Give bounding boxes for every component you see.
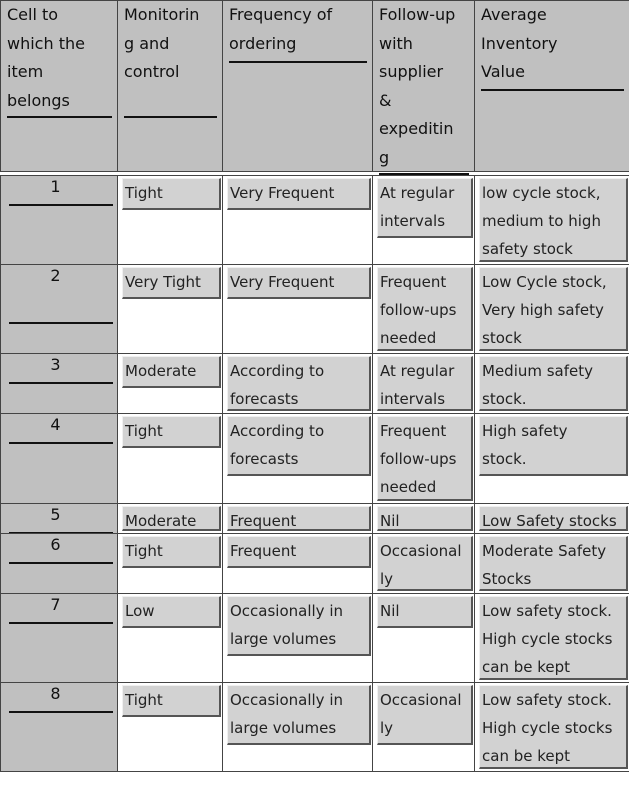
cell-value-frequency: According to forecasts — [227, 416, 371, 476]
cell-value-monitoring: Tight — [122, 536, 221, 568]
cell-value-followup: Occasional ly — [377, 685, 473, 745]
row-number: 5 — [50, 505, 61, 524]
cell-value-followup: At regular intervals — [377, 178, 473, 238]
table-cell-frequency — [222, 682, 373, 772]
table-cell-cell-id — [0, 533, 118, 594]
table-cell-inventory — [474, 503, 629, 534]
header-underline — [124, 116, 217, 118]
header-text: Average Inventory Value — [481, 5, 558, 81]
header-cell — [474, 0, 629, 172]
row-number: 7 — [50, 595, 61, 614]
table-cell-followup — [372, 175, 475, 265]
cell-value-followup: Frequent follow-ups needed — [377, 416, 473, 501]
row-number: 2 — [50, 266, 61, 285]
row-number-underline — [9, 562, 113, 564]
table-cell-frequency — [222, 533, 373, 594]
table-cell-cell-id — [0, 682, 118, 772]
table-cell-monitoring — [117, 264, 223, 354]
row-number: 3 — [50, 355, 61, 374]
row-number: 4 — [50, 415, 61, 434]
row-number-underline — [9, 322, 113, 324]
table-cell-monitoring — [117, 503, 223, 534]
table-cell-followup — [372, 353, 475, 414]
cell-value-inventory: Low safety stock. High cycle stocks can be kept — [479, 685, 628, 769]
cell-value-followup: Frequent follow-ups needed — [377, 267, 473, 351]
header-cell — [372, 0, 475, 172]
cell-value-inventory: Low Cycle stock, Very high safety stock — [479, 267, 628, 351]
table-cell-followup — [372, 503, 475, 534]
table-cell-frequency — [222, 413, 373, 504]
cell-value-inventory: High safety stock. — [479, 416, 628, 476]
table-cell-inventory — [474, 353, 629, 414]
table-cell-frequency — [222, 264, 373, 354]
row-number-underline — [9, 622, 113, 624]
row-number-underline — [9, 382, 113, 384]
cell-value-frequency: According to forecasts — [227, 356, 371, 411]
cell-value-monitoring: Tight — [122, 178, 221, 210]
cell-value-monitoring: Tight — [122, 685, 221, 717]
header-underline — [229, 61, 367, 63]
cell-value-frequency: Occasionally in large volumes — [227, 596, 371, 656]
header-text: Frequency of ordering — [229, 5, 333, 53]
table-cell-cell-id — [0, 593, 118, 683]
cell-value-monitoring: Tight — [122, 416, 221, 448]
table-cell-inventory — [474, 264, 629, 354]
cell-value-frequency: Very Frequent — [227, 267, 371, 299]
table-cell-monitoring — [117, 682, 223, 772]
cell-value-frequency: Frequent — [227, 536, 371, 568]
cell-value-inventory: Low safety stock. High cycle stocks can be kept — [479, 596, 628, 680]
table-cell-frequency — [222, 175, 373, 265]
table-cell-inventory — [474, 175, 629, 265]
table-cell-cell-id — [0, 264, 118, 354]
table-cell-monitoring — [117, 413, 223, 504]
row-number-underline — [9, 711, 113, 713]
cell-value-monitoring: Very Tight — [122, 267, 221, 299]
cell-value-monitoring: Moderate — [122, 356, 221, 388]
header-text: Monitorin g and control — [124, 5, 200, 81]
table-cell-inventory — [474, 682, 629, 772]
cell-value-monitoring: Low — [122, 596, 221, 628]
header-cell — [117, 0, 223, 172]
header-underline — [7, 116, 112, 118]
table-cell-inventory — [474, 593, 629, 683]
cell-value-monitoring: Moderate — [122, 506, 221, 531]
table-cell-followup — [372, 264, 475, 354]
table-cell-followup — [372, 533, 475, 594]
cell-value-frequency: Occasionally in large volumes — [227, 685, 371, 745]
table-cell-cell-id — [0, 175, 118, 265]
header-text: Cell to which the item belongs — [7, 5, 85, 110]
cell-value-followup: Nil — [377, 506, 473, 531]
cell-value-followup: Occasional ly — [377, 536, 473, 591]
row-number-underline — [9, 442, 113, 444]
row-number: 6 — [50, 535, 61, 554]
table-cell-monitoring — [117, 593, 223, 683]
table-cell-followup — [372, 682, 475, 772]
table-cell-frequency — [222, 353, 373, 414]
table-cell-followup — [372, 413, 475, 504]
cell-value-inventory: Medium safety stock. — [479, 356, 628, 411]
table-cell-monitoring — [117, 533, 223, 594]
table-cell-inventory — [474, 413, 629, 504]
table-cell-frequency — [222, 593, 373, 683]
row-number-underline — [9, 204, 113, 206]
cell-value-followup: At regular intervals — [377, 356, 473, 411]
row-number: 1 — [50, 177, 61, 196]
row-number: 8 — [50, 684, 61, 703]
table-cell-monitoring — [117, 175, 223, 265]
table-cell-cell-id — [0, 353, 118, 414]
header-cell — [0, 0, 118, 172]
table-cell-inventory — [474, 533, 629, 594]
cell-value-inventory: Low Safety stocks — [479, 506, 628, 531]
header-text: Follow-up with supplier & expeditin g — [379, 5, 456, 167]
header-cell — [222, 0, 373, 172]
cell-value-frequency: Very Frequent — [227, 178, 371, 210]
cell-value-followup: Nil — [377, 596, 473, 628]
table-cell-cell-id — [0, 503, 118, 534]
cell-value-inventory: Moderate Safety Stocks — [479, 536, 628, 591]
table-cell-monitoring — [117, 353, 223, 414]
cell-value-frequency: Frequent — [227, 506, 371, 531]
table-cell-frequency — [222, 503, 373, 534]
table-cell-cell-id — [0, 413, 118, 504]
cell-value-inventory: low cycle stock, medium to high safety stock — [479, 178, 628, 262]
header-underline — [481, 89, 624, 91]
table-cell-followup — [372, 593, 475, 683]
